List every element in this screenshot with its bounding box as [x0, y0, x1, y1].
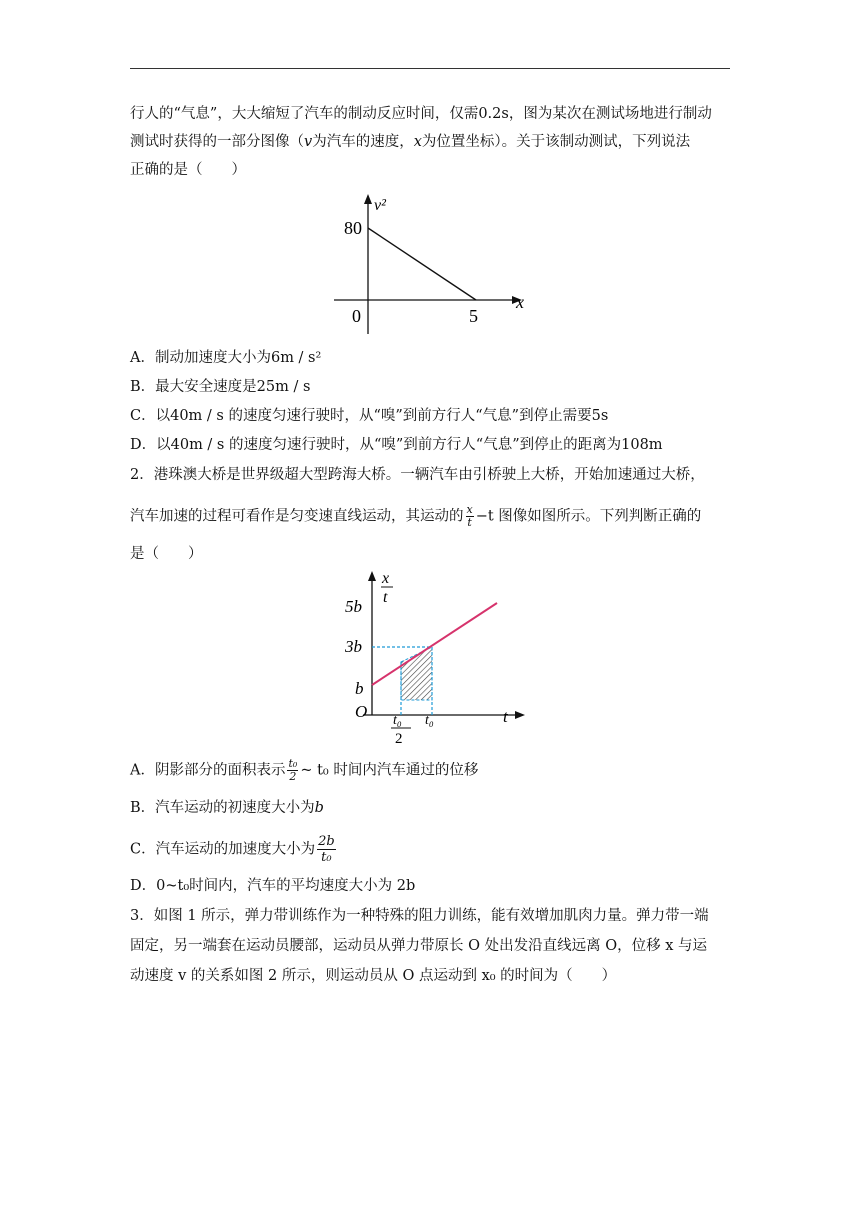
x-tick-t0: t₀: [425, 713, 434, 728]
x-tick-half-den: 2: [395, 731, 403, 747]
origin-label: O: [355, 702, 368, 721]
q2-option-a: A．阴影部分的面积表示 $\frac{\text{t₀}}{2}$ ~ t₀ 时间内汽车通过的位移: [130, 757, 479, 783]
q2-option-b: B．汽车运动的初速度大小为b: [130, 800, 324, 816]
y-axis-label-num: x: [382, 570, 390, 587]
x-tick-half-num: t₀: [393, 713, 402, 728]
q1-line-1: 行人的“气息”，大大缩短了汽车的制动反应时间，仅需0.2s，图为某次在测试场地进行制动: [130, 106, 712, 122]
y-tick-5b: 5b: [345, 597, 362, 616]
x-axis-label: x: [516, 292, 524, 312]
q1-option-c: C．以40m / s 的速度匀速行驶时，从“嗅”到前方行人“气息”到停止需要5s: [130, 408, 609, 424]
x-over-t-graph: [335, 565, 535, 750]
q2-line-1: 2．港珠澳大桥是世界级超大型跨海大桥。一辆汽车由引桥驶上大桥，开始加速通过大桥，: [130, 467, 705, 483]
q2-option-c: C．汽车运动的加速度大小为 $\frac{2b}{\text{t₀}}$: [130, 834, 335, 865]
q2-option-d: D．0~t₀时间内，汽车的平均速度大小为 2b: [130, 878, 416, 894]
q1-option-d: D．以40m / s 的速度匀速行驶时，从“嗅”到前方行人“气息”到停止的距离为108m: [130, 437, 663, 453]
x-tick-5: 5: [469, 306, 478, 326]
q3-line-1: 3．如图 1 所示，弹力带训练作为一种特殊的阻力训练，能有效增加肌肉力量。弹力带一端: [130, 908, 709, 924]
q1-line-3: 正确的是（ ）: [130, 162, 246, 178]
y-tick-b: b: [355, 679, 364, 698]
q2-line-2: 汽车加速的过程可看作是匀变速直线运动，其运动的 $\frac{x}{t}$ −t 图像如图所示。下列判断正确的: [130, 503, 702, 529]
y-axis-label-den: t: [383, 589, 388, 606]
y-tick-3b: 3b: [345, 637, 362, 656]
q2-line-3: 是（ ）: [130, 546, 203, 562]
q3-line-3: 动速度 v 的关系如图 2 所示，则运动员从 O 点运动到 x₀ 的时间为（ ）: [130, 968, 617, 984]
q1-option-b: B．最大安全速度是25m / s: [130, 379, 311, 395]
q1-line-2: 测试时获得的一部分图像（v为汽车的速度，x为位置坐标）。关于该制动测试，下列说法: [130, 134, 691, 150]
y-axis-label: v²: [374, 197, 386, 214]
v2-x-graph: [330, 190, 540, 340]
x-axis-label: t: [503, 707, 508, 726]
origin-label: 0: [352, 306, 361, 326]
header-rule: [130, 68, 730, 69]
q1-option-a: A．制动加速度大小为6m / s²: [130, 350, 322, 366]
q3-line-2: 固定，另一端套在运动员腰部，运动员从弹力带原长 O 处出发沿直线远离 O，位移 x 与运: [130, 938, 707, 954]
y-tick-80: 80: [344, 218, 362, 238]
